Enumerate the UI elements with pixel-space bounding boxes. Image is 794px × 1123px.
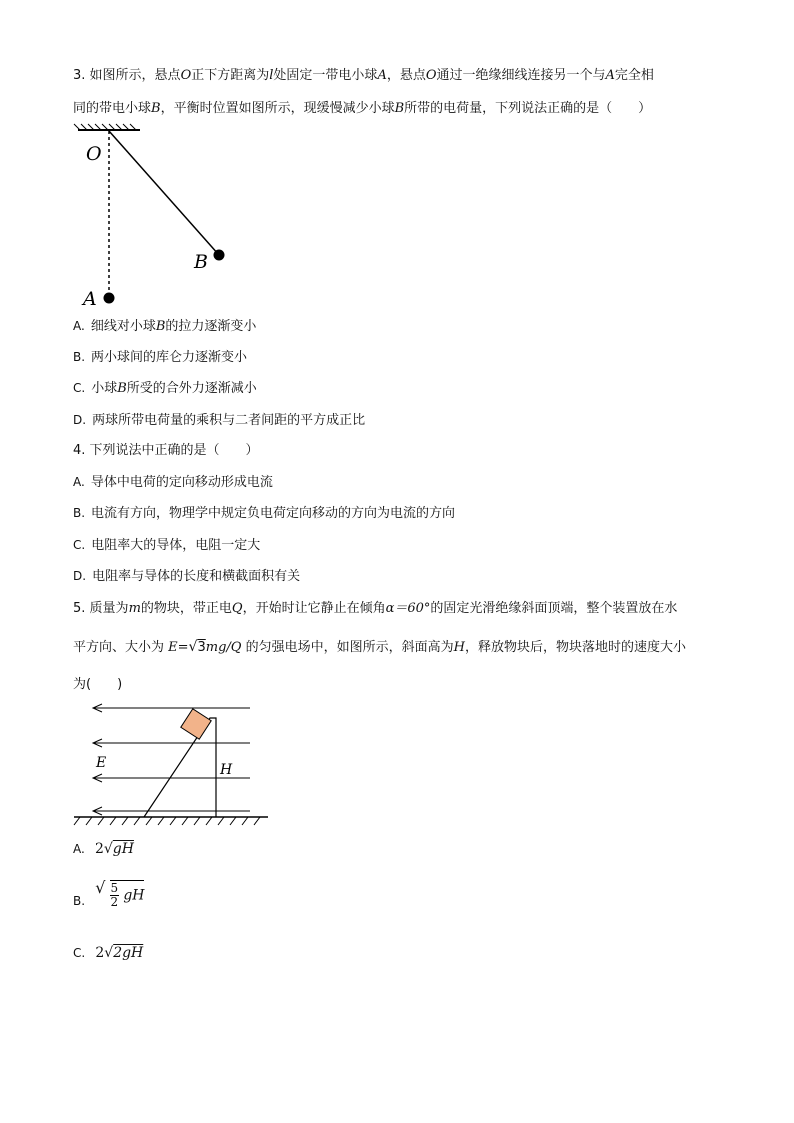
q3-option-a[interactable]: A. 细线对小球B的拉力逐渐变小 <box>73 319 257 334</box>
q5-stem-line3: 为( ) <box>73 677 123 692</box>
q3-option-c[interactable]: C. 小球B所受的合外力逐渐减小 <box>73 381 257 396</box>
label-o: O <box>86 143 102 165</box>
q4-option-b[interactable]: B. 电流有方向，物理学中规定负电荷定向移动的方向为电流的方向 <box>73 506 456 521</box>
q5-stem-line2: 平方向、大小为 E=√3mg/Q 的匀强电场中，如图所示，斜面高为H，释放物块后，物块落地时的速度大小 <box>73 639 686 655</box>
q3-option-b[interactable]: B. 两小球间的库仑力逐渐变小 <box>73 350 248 365</box>
q4-stem: 4. 下列说法中正确的是（ ） <box>73 443 259 458</box>
q3-option-d[interactable]: D. 两球所带电荷量的乘积与二者间距的平方成正比 <box>73 413 366 428</box>
label-a: A <box>83 288 97 310</box>
sqrt-symbol: √ <box>188 639 198 655</box>
ball-a <box>104 293 115 304</box>
q4-option-a[interactable]: A. 导体中电荷的定向移动形成电流 <box>73 475 273 490</box>
q5-option-b[interactable]: B. √ $\frac{5}{2}$ gH <box>73 878 145 909</box>
q3-stem-line1: 3. 如图所示，悬点O正下方距离为l处固定一带电小球A，悬点O通过一绝缘细线连接另一个与A完全相 <box>73 68 654 83</box>
block <box>181 709 211 739</box>
q3-stem-line2: 同的带电小球B，平衡时位置如图所示，现缓慢减少小球B所带的电荷量，下列说法正确的是（ ） <box>73 101 652 116</box>
label-e: E <box>96 755 107 771</box>
q3-pendulum-figure <box>70 124 240 314</box>
q5-stem-line1: 5. 质量为m的物块，带正电Q，开始时让它静止在倾角α＝60°的固定光滑绝缘斜面顶端，整个装置放在水 <box>73 601 678 616</box>
label-b: B <box>194 251 208 273</box>
q5-incline-figure <box>72 700 272 830</box>
q5-option-a[interactable]: A. 2√gH <box>73 841 134 857</box>
q4-option-c[interactable]: C. 电阻率大的导体，电阻一定大 <box>73 538 261 553</box>
label-h: H <box>220 762 233 778</box>
ball-b <box>214 250 225 261</box>
q5-option-c[interactable]: C. 2√2gH <box>73 945 144 961</box>
q4-option-d[interactable]: D. 电阻率与导体的长度和横截面积有关 <box>73 569 301 584</box>
